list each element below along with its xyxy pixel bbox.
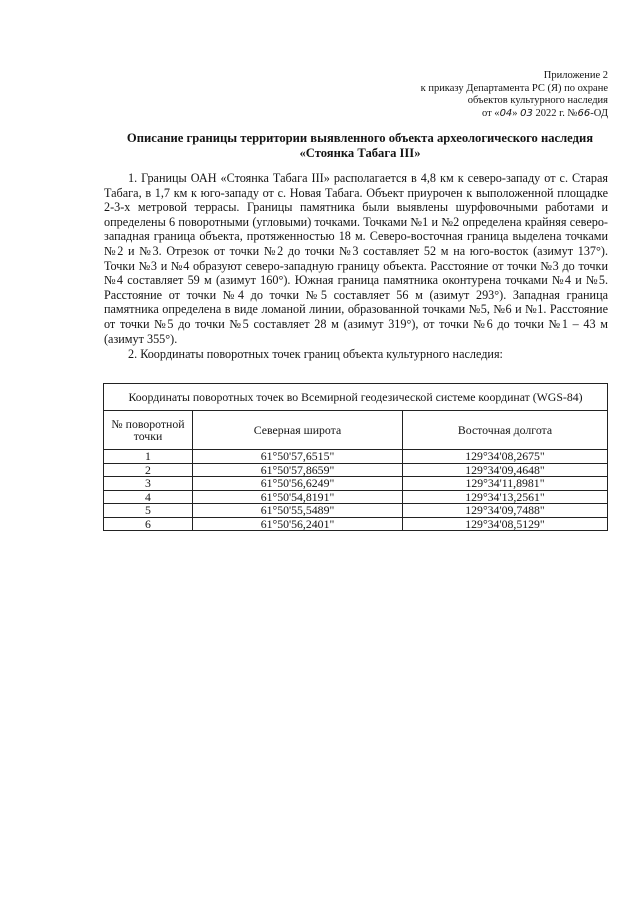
longitude-cell: 129°34'08,2675" xyxy=(403,450,608,464)
table-row xyxy=(104,477,608,491)
table-row xyxy=(104,463,608,477)
handwritten-order-number: 66 xyxy=(577,107,591,119)
appendix-line-2: к приказу Департамента РС (Я) по охране xyxy=(420,82,608,94)
point-number-cell: 3 xyxy=(104,477,193,491)
paragraph-coordinates-intro: 2. Координаты поворотных точек границ объекта культурного наследия: xyxy=(128,347,503,362)
date-year: 2022 г. № xyxy=(535,107,578,119)
header-east-longitude: Восточная долгота xyxy=(403,411,608,450)
longitude-cell: 129°34'13,2561" xyxy=(403,490,608,504)
appendix-date-line xyxy=(421,108,608,121)
point-number-cell: 5 xyxy=(104,504,193,518)
handwritten-day: 04 xyxy=(499,107,513,119)
latitude-cell: 61°50'56,2401" xyxy=(193,517,403,531)
handwritten-month: 03 xyxy=(520,107,533,119)
latitude-cell: 61°50'55,5489" xyxy=(193,504,403,518)
latitude-cell: 61°50'54,8191" xyxy=(193,490,403,504)
longitude-cell: 129°34'11,8981" xyxy=(403,477,608,491)
point-number-cell: 4 xyxy=(104,490,193,504)
longitude-cell: 129°34'08,5129" xyxy=(403,517,608,531)
appendix-line-3: объектов культурного наследия xyxy=(467,95,608,107)
latitude-cell: 61°50'57,6515" xyxy=(193,450,403,464)
point-number-cell: 2 xyxy=(104,463,193,477)
title-line-2: «Стоянка Табага III» xyxy=(299,146,421,160)
title-line-1: Описание границы территории выявленного объекта археологического наследия xyxy=(126,131,594,145)
latitude-cell: 61°50'56,6249" xyxy=(193,477,403,491)
table-row xyxy=(104,450,608,464)
order-suffix: -ОД xyxy=(590,107,608,119)
point-number-cell: 1 xyxy=(104,450,193,464)
table-row xyxy=(104,490,608,504)
coordinates-table xyxy=(103,383,608,531)
header-point-number: № поворотной точки xyxy=(104,411,193,450)
appendix-header xyxy=(421,70,608,120)
date-mid: » xyxy=(512,107,518,119)
longitude-cell: 129°34'09,4648" xyxy=(403,463,608,477)
longitude-cell: 129°34'09,7488" xyxy=(403,504,608,518)
paragraph-boundaries: 1. Границы ОАН «Стоянка Табага III» располагается в 4,8 км к северо-западу от с. Старая Табага, в 1,7 км к юго-западу от с. Новая Табага. Объект приурочен к выположенной площадке 2-3-х метровой террасы. Границы памятника были выявлены шурфовочными работами и определены 6 поворотными (угловыми) точками. Точками №1 и №2 определена крайняя северо-западная граница объекта, протяженностью 18 м. Северо-восточная граница выделена точками №2 и №3. Отрезок от точки №2 до точки №3 составляет 52 м на юго-восток (азимут 137°). Точки №3 и №4 образуют северо-западную границу объекта. Расстояние от точки №3 до точки №4 составляет 59 м (азимут 160°). Южная граница памятника оконтурена точками №4 и №5. Расстояние от точки №4 до точки №5 составляет 56 м (азимут 293°). Западная граница памятника определена в виде ломаной линии, образованной точками №5, №6 и №1. Расстояние от точки №5 до точки №5 составляет 28 м (азимут 319°), от точки №6 до точки №1 – 43 м (азимут 355°). xyxy=(104,171,608,346)
point-number-cell: 6 xyxy=(104,517,193,531)
table-header-row xyxy=(104,411,608,450)
table-caption: Координаты поворотных точек во Всемирной геодезической системе координат (WGS-84) xyxy=(104,384,608,411)
appendix-line-1: Приложение 2 xyxy=(543,70,608,81)
document-title xyxy=(100,131,620,161)
header-north-latitude: Северная широта xyxy=(193,411,403,450)
table-row xyxy=(104,504,608,518)
date-prefix: от « xyxy=(481,107,500,119)
table-row xyxy=(104,517,608,531)
latitude-cell: 61°50'57,8659" xyxy=(193,463,403,477)
document-body xyxy=(104,171,608,362)
